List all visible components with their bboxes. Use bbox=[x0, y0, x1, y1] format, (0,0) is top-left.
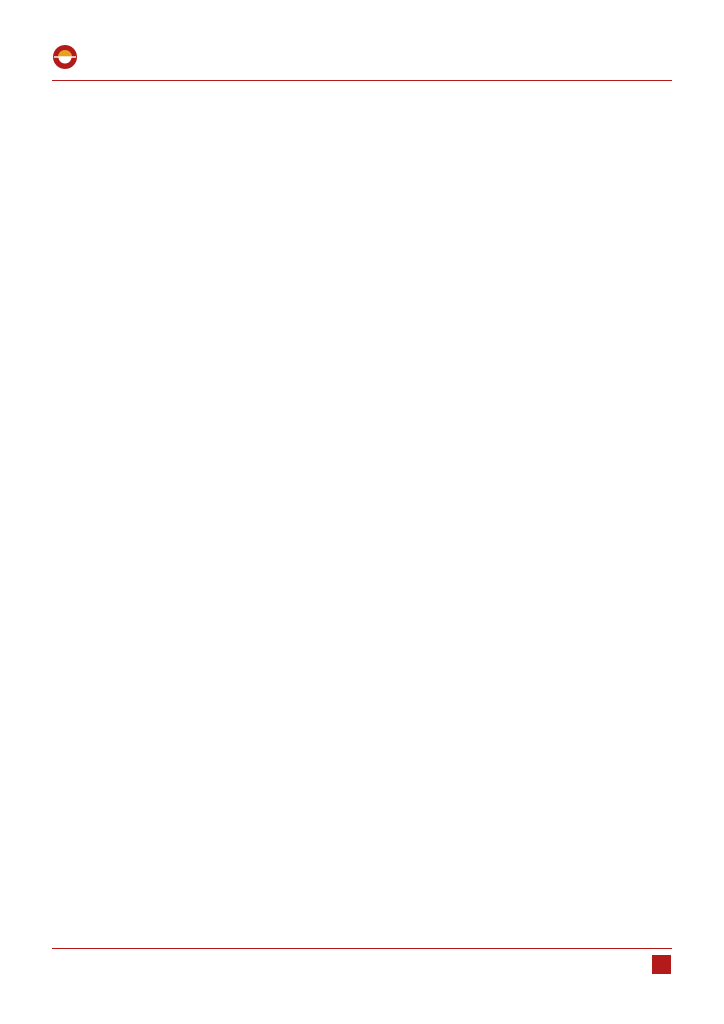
brand-mark-icon bbox=[52, 44, 78, 70]
header-divider bbox=[52, 80, 672, 81]
page-number bbox=[652, 955, 671, 974]
footer-divider bbox=[52, 948, 672, 949]
brand-logo bbox=[52, 44, 152, 74]
